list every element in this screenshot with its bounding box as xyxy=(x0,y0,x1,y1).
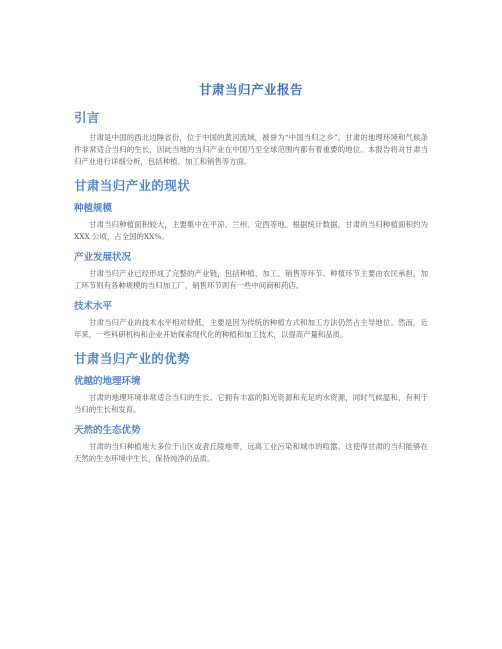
section-heading-intro: 引言 xyxy=(74,110,100,125)
intro-paragraph: 甘肃是中国的西北边陲省份，位于中国的黄河流域，被誉为“中国当归之乡”。甘肃的地理环境和气候条件非常适合当归的生长，因此当地的当归产业在中国乃至全球范围内都有着重要的地位。本报告将对甘肃当归产业进行详细分析，包括种植、加工和销售等方面。 xyxy=(74,133,428,166)
subsection-heading-ecology: 天然的生态优势 xyxy=(74,425,141,436)
geography-paragraph: 甘肃的地理环境非常适合当归的生长。它拥有丰富的阳光资源和充足的水资源，同时气候温和，有利于当归的生长和发育。 xyxy=(74,393,428,414)
document-title: 甘肃当归产业报告 xyxy=(198,82,303,97)
planting-paragraph: 甘肃当归种植面积较大，主要集中在平凉、兰州、定西等地。根据统计数据，甘肃的当归种植面积约为XXX 公顷，占全国的XX%。 xyxy=(74,220,428,241)
section-heading-status: 甘肃当归产业的现状 xyxy=(74,178,191,193)
subsection-heading-planting: 种植规模 xyxy=(74,203,113,214)
section-heading-advantages: 甘肃当归产业的优势 xyxy=(74,351,191,366)
ecology-paragraph: 甘肃的当归种植地大多位于山区或者丘陵地带，远离工业污染和城市的喧嚣。这使得甘肃的当归能够在天然的生态环境中生长，保持纯净的品质。 xyxy=(74,442,428,463)
subsection-heading-industry: 产业发展状况 xyxy=(74,252,132,263)
industry-paragraph: 甘肃当归产业已经形成了完整的产业链，包括种植、加工、销售等环节。种植环节主要由农民承担，加工环节则有各种规模的当归加工厂，销售环节则有一些中间商和药店。 xyxy=(74,269,428,290)
subsection-heading-geography: 优越的地理环境 xyxy=(74,376,141,387)
technology-paragraph: 甘肃当归产业的技术水平相对较低，主要是因为传统的种植方式和加工方法仍然占主导地位。然而，近年来，一些科研机构和企业开始探索现代化的种植和加工技术，以提高产量和品质。 xyxy=(74,318,428,339)
subsection-heading-technology: 技术水平 xyxy=(74,301,113,312)
